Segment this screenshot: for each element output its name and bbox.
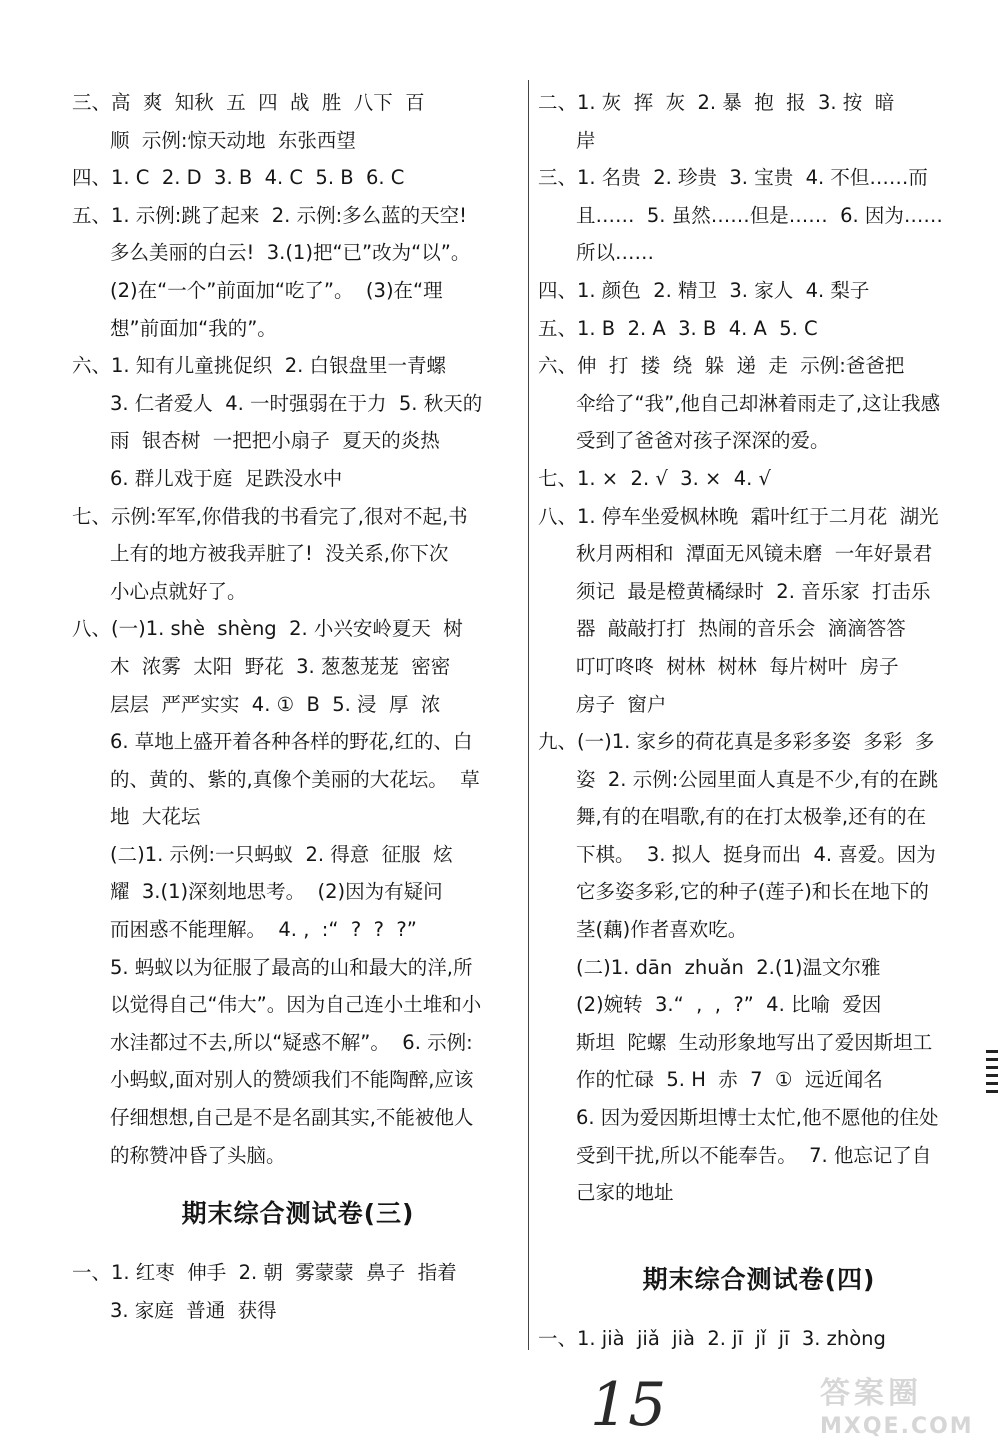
right-section-heading: 期末综合测试卷(四) — [642, 1264, 876, 1294]
answer-line: 所以…… — [576, 241, 655, 265]
answer-line: 想”前面加“我的”。 — [110, 316, 277, 340]
watermark-bottom-text: MXQE.COM — [820, 1414, 974, 1439]
answer-line: 受到干扰,所以不能奉告。 7. 他忘记了自 — [576, 1143, 932, 1167]
answer-line: 雨 银杏树 一把把小扇子 夏天的炎热 — [110, 429, 440, 453]
answer-line: 五、1. 示例:跳了起来 2. 示例:多么蓝的天空! — [72, 203, 467, 227]
right-after-heading-lines — [538, 1320, 980, 1358]
watermark-top-text: 答案圈 — [820, 1376, 922, 1411]
answer-line: 地 大花坛 — [110, 805, 201, 829]
answer-line: 层层 严严实实 4. ① B 5. 浸 厚 浓 — [110, 692, 441, 716]
answer-line: 姿 2. 示例:公园里面人真是不少,有的在跳 — [576, 767, 938, 791]
left-after-heading-lines — [72, 1254, 524, 1329]
answer-line: 斯坦 陀螺 生动形象地写出了爱因斯坦工 — [576, 1030, 933, 1054]
answer-line: 器 敲敲打打 热闹的音乐会 滴滴答答 — [576, 617, 906, 641]
answer-line: 秋月两相和 潭面无风镜未磨 一年好景君 — [576, 542, 933, 566]
answer-line: 的、黄的、紫的,真像个美丽的大花坛。 草 — [110, 767, 480, 791]
answer-line: 房子 窗户 — [576, 692, 667, 716]
answer-line: 八、1. 停车坐爱枫林晚 霜叶红于二月花 湖光 — [538, 504, 939, 528]
answer-line: 岸 — [576, 128, 596, 152]
right-answer-lines — [538, 84, 980, 1212]
handwritten-page-number: 15 — [590, 1370, 667, 1440]
answer-line: 六、1. 知有儿童挑促织 2. 白银盘里一青螺 — [72, 354, 447, 378]
answer-line: 受到了爸爸对孩子深深的爱。 — [576, 429, 830, 453]
answer-line: 上有的地方被我弄脏了! 没关系,你下次 — [110, 542, 449, 566]
answer-line: 五、1. B 2. A 3. B 4. A 5. C — [538, 316, 818, 340]
answer-line: 九、(一)1. 家乡的荷花真是多彩多姿 多彩 多 — [538, 730, 935, 754]
answer-line: 须记 最是橙黄橘绿时 2. 音乐家 打击乐 — [576, 579, 931, 603]
answer-line: 6. 因为爱因斯坦博士太忙,他不愿他的住处 — [576, 1106, 939, 1130]
answer-line: 一、1. 红枣 伸手 2. 朝 雾蒙蒙 鼻子 指着 — [72, 1261, 457, 1285]
answer-line: 伞给了“我”,他自己却淋着雨走了,这让我感 — [576, 391, 941, 415]
answer-line: 耀 3.(1)深刻地思考。 (2)因为有疑问 — [110, 880, 443, 904]
answer-line: 仔细想想,自己是不是名副其实,不能被他人 — [110, 1106, 474, 1130]
answer-line: 的称赞冲昏了头脑。 — [110, 1143, 286, 1167]
answer-line: 己家的地址 — [576, 1181, 674, 1205]
answer-line: 三、1. 名贵 2. 珍贵 3. 宝贵 4. 不但……而 — [538, 166, 928, 190]
answer-line: 七、1. × 2. √ 3. × 4. √ — [538, 466, 771, 490]
answer-line: 二、1. 灰 挥 灰 2. 暴 抱 报 3. 按 暗 — [538, 91, 895, 114]
right-column — [538, 84, 980, 1357]
answer-line: 6. 草地上盛开着各种各样的野花,红的、白 — [110, 730, 473, 754]
left-section-heading: 期末综合测试卷(三) — [181, 1199, 415, 1229]
answer-line: 3. 家庭 普通 获得 — [110, 1298, 277, 1322]
answer-line: 茎(藕)作者喜欢吃。 — [576, 918, 748, 942]
page-edge-marks — [986, 1050, 998, 1330]
answer-line: 六、伸 打 搂 绕 躲 递 走 示例:爸爸把 — [538, 354, 905, 378]
answer-line: 顺 示例:惊天动地 东张西望 — [110, 128, 356, 152]
answer-line: 小蚂蚁,面对别人的赞颂我们不能陶醉,应该 — [110, 1068, 474, 1092]
left-answer-lines — [72, 84, 524, 1174]
watermark-logo — [820, 1375, 995, 1445]
answer-line: 水洼都过不去,所以“疑惑不解”。 6. 示例: — [110, 1030, 473, 1054]
answer-line: 下棋。 3. 拟人 挺身而出 4. 喜爱。因为 — [576, 842, 936, 866]
answer-line: 四、1. 颜色 2. 精卫 3. 家人 4. 梨子 — [538, 278, 870, 302]
answer-line: 作的忙碌 5. H 赤 7 ① 远近闻名 — [576, 1068, 883, 1092]
answer-line: 木 浓雾 太阳 野花 3. 葱葱茏茏 密密 — [110, 654, 451, 678]
answer-line: 四、1. C 2. D 3. B 4. C 5. B 6. C — [72, 166, 405, 190]
answer-line: 而困惑不能理解。 4. , :“ ? ? ?” — [110, 918, 417, 942]
answer-line: 叮叮咚咚 树林 树林 每片树叶 房子 — [576, 654, 899, 678]
answer-line: 它多姿多彩,它的种子(莲子)和长在地下的 — [576, 880, 929, 904]
answer-line: 且…… 5. 虽然……但是…… 6. 因为…… — [576, 203, 943, 227]
answer-line: 多么美丽的白云! 3.(1)把“已”改为“以”。 — [110, 241, 471, 265]
answer-line: 5. 蚂蚁以为征服了最高的山和最大的洋,所 — [110, 955, 473, 979]
answer-line: (二)1. 示例:一只蚂蚁 2. 得意 征服 炫 — [110, 842, 453, 866]
column-divider — [528, 80, 529, 1350]
answer-line: (2)在“一个”前面加“吃了”。 (3)在“理 — [110, 278, 443, 302]
answer-line: 一、1. jià jiǎ jià 2. jī jǐ jī 3. zhòng — [538, 1326, 886, 1350]
answer-line: 3. 仁者爱人 4. 一时强弱在于力 5. 秋天的 — [110, 391, 483, 415]
answer-line: (二)1. dān zhuǎn 2.(1)温文尔雅 — [576, 955, 881, 979]
left-column — [72, 84, 524, 1329]
answer-line: 以觉得自己“伟大”。因为自己连小土堆和小 — [110, 993, 482, 1017]
answer-line: 三、高 爽 知秋 五 四 战 胜 八下 百 — [72, 91, 425, 114]
answer-line: 6. 群儿戏于庭 足跌没水中 — [110, 466, 343, 490]
answer-line: 八、(一)1. shè shèng 2. 小兴安岭夏天 树 — [72, 617, 463, 641]
answer-line: (2)婉转 3.“ , , ?” 4. 比喻 爱因 — [576, 993, 882, 1017]
answer-line: 舞,有的在唱歌,有的在打太极拳,还有的在 — [576, 805, 927, 829]
answer-line: 小心点就好了。 — [110, 579, 247, 603]
answer-line: 七、示例:军军,你借我的书看完了,很对不起,书 — [72, 504, 468, 528]
